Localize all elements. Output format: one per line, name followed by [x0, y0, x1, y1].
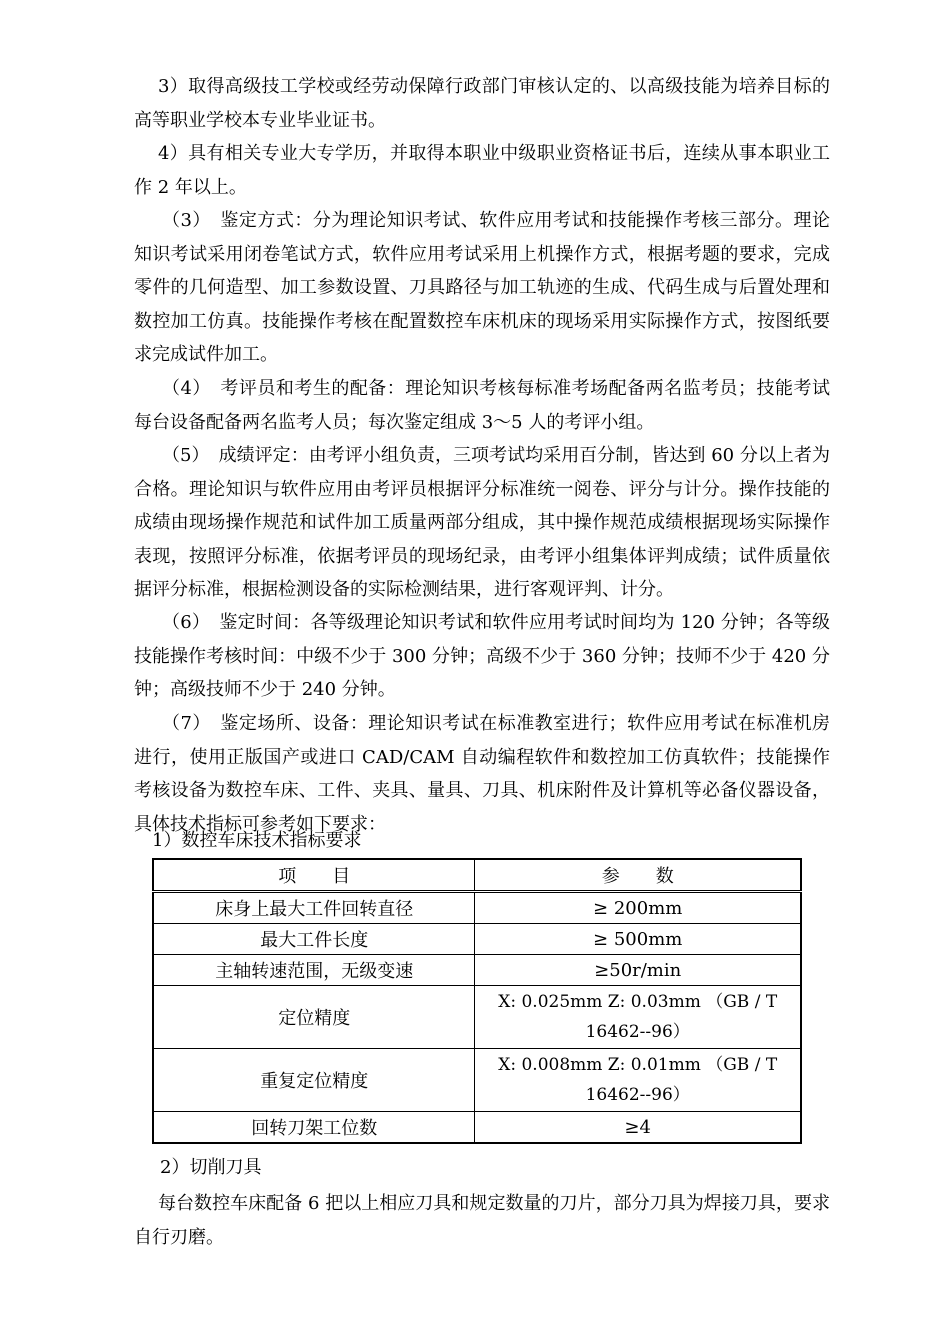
table-header-item: 项 目: [153, 859, 475, 892]
table-title: 1）数控车床技术指标要求: [152, 830, 362, 851]
paragraph-cutting-tools: 每台数控车床配备 6 把以上相应刀具和规定数量的刀片，部分刀具为焊接刀具，要求自行刃磨。: [134, 1193, 830, 1248]
table-row: [153, 1049, 801, 1112]
table-cell-param: ≥ 200mm: [475, 892, 801, 924]
table-row: [153, 892, 801, 924]
paragraph-qualification-3: 3）取得高级技工学校或经劳动保障行政部门审核认定的、以高级技能为培养目标的高等职业学校本专业毕业证书。: [134, 76, 830, 131]
paragraph-examiner-ratio: （4） 考评员和考生的配备：理论知识考核每标准考场配备两名监考员；技能考试每台设备配备两名监考人员；每次鉴定组成 3～5 人的考评小组。: [134, 378, 830, 433]
table-header-param: 参 数: [475, 859, 801, 892]
table-row: [153, 986, 801, 1049]
section-title-cutting-tools: 2）切削刀具: [160, 1157, 262, 1178]
table-cell-item: 主轴转速范围，无级变速: [153, 955, 475, 986]
paragraph-assessment-time: （6） 鉴定时间：各等级理论知识考试和软件应用考试时间均为 120 分钟；各等级技能操作考核时间：中级不少于 300 分钟；高级不少于 360 分钟；技师不少于 420 分钟；高级技师不少于 240 分钟。: [134, 612, 830, 700]
param-line: 16462--96）: [585, 1085, 690, 1105]
param-line: X: 0.025mm Z: 0.03mm （GB / T: [498, 992, 778, 1012]
table-cell-item: 定位精度: [153, 986, 475, 1049]
table-row: [153, 955, 801, 986]
table-cell-item: 最大工件长度: [153, 924, 475, 955]
table-header-row: [153, 859, 801, 892]
lathe-spec-table: [152, 858, 802, 1144]
table-cell-param: ≥4: [475, 1112, 801, 1144]
table-cell-item: 重复定位精度: [153, 1049, 475, 1112]
param-line: X: 0.008mm Z: 0.01mm （GB / T: [498, 1055, 778, 1075]
paragraph-assessment-method: （3） 鉴定方式：分为理论知识考试、软件应用考试和技能操作考核三部分。理论知识考试采用闭卷笔试方式，软件应用考试采用上机操作方式，根据考题的要求，完成零件的几何造型、加工参数设置、刀具路径与加工轨迹的生成、代码生成与后置处理和数控加工仿真。技能操作考核在配置数控车床机床的现场采用实际操作方式，按图纸要求完成试件加工。: [134, 210, 830, 365]
table-cell-param: [475, 986, 801, 1049]
table-cell-param: [475, 1049, 801, 1112]
param-line: 16462--96）: [585, 1022, 690, 1042]
paragraph-assessment-venue: （7） 鉴定场所、设备：理论知识考试在标准教室进行；软件应用考试在标准机房进行，使用正版国产或进口 CAD/CAM 自动编程软件和数控加工仿真软件；技能操作考核设备为数控车床、工件、夹具、量具、刀具、机床附件及计算机等必备仪器设备，具体技术指标可参考如下要求：: [134, 713, 830, 835]
table-row: [153, 924, 801, 955]
paragraph-score-evaluation: （5） 成绩评定：由考评小组负责，三项考试均采用百分制，皆达到 60 分以上者为合格。理论知识与软件应用由考评员根据评分标准统一阅卷、评分与计分。操作技能的成绩由现场操作规范和试件加工质量两部分组成，其中操作规范成绩根据现场实际操作表现，按照评分标准，依据考评员的现场纪录，由考评小组集体评判成绩；试件质量依据评分标准，根据检测设备的实际检测结果，进行客观评判、计分。: [134, 445, 830, 600]
table-cell-item: 床身上最大工件回转直径: [153, 892, 475, 924]
table-row: [153, 1112, 801, 1144]
table-cell-param: ≥ 500mm: [475, 924, 801, 955]
table-cell-item: 回转刀架工位数: [153, 1112, 475, 1144]
paragraph-qualification-4: 4）具有相关专业大专学历，并取得本职业中级职业资格证书后，连续从事本职业工作 2 年以上。: [134, 143, 830, 198]
table-cell-param: ≥50r/min: [475, 955, 801, 986]
